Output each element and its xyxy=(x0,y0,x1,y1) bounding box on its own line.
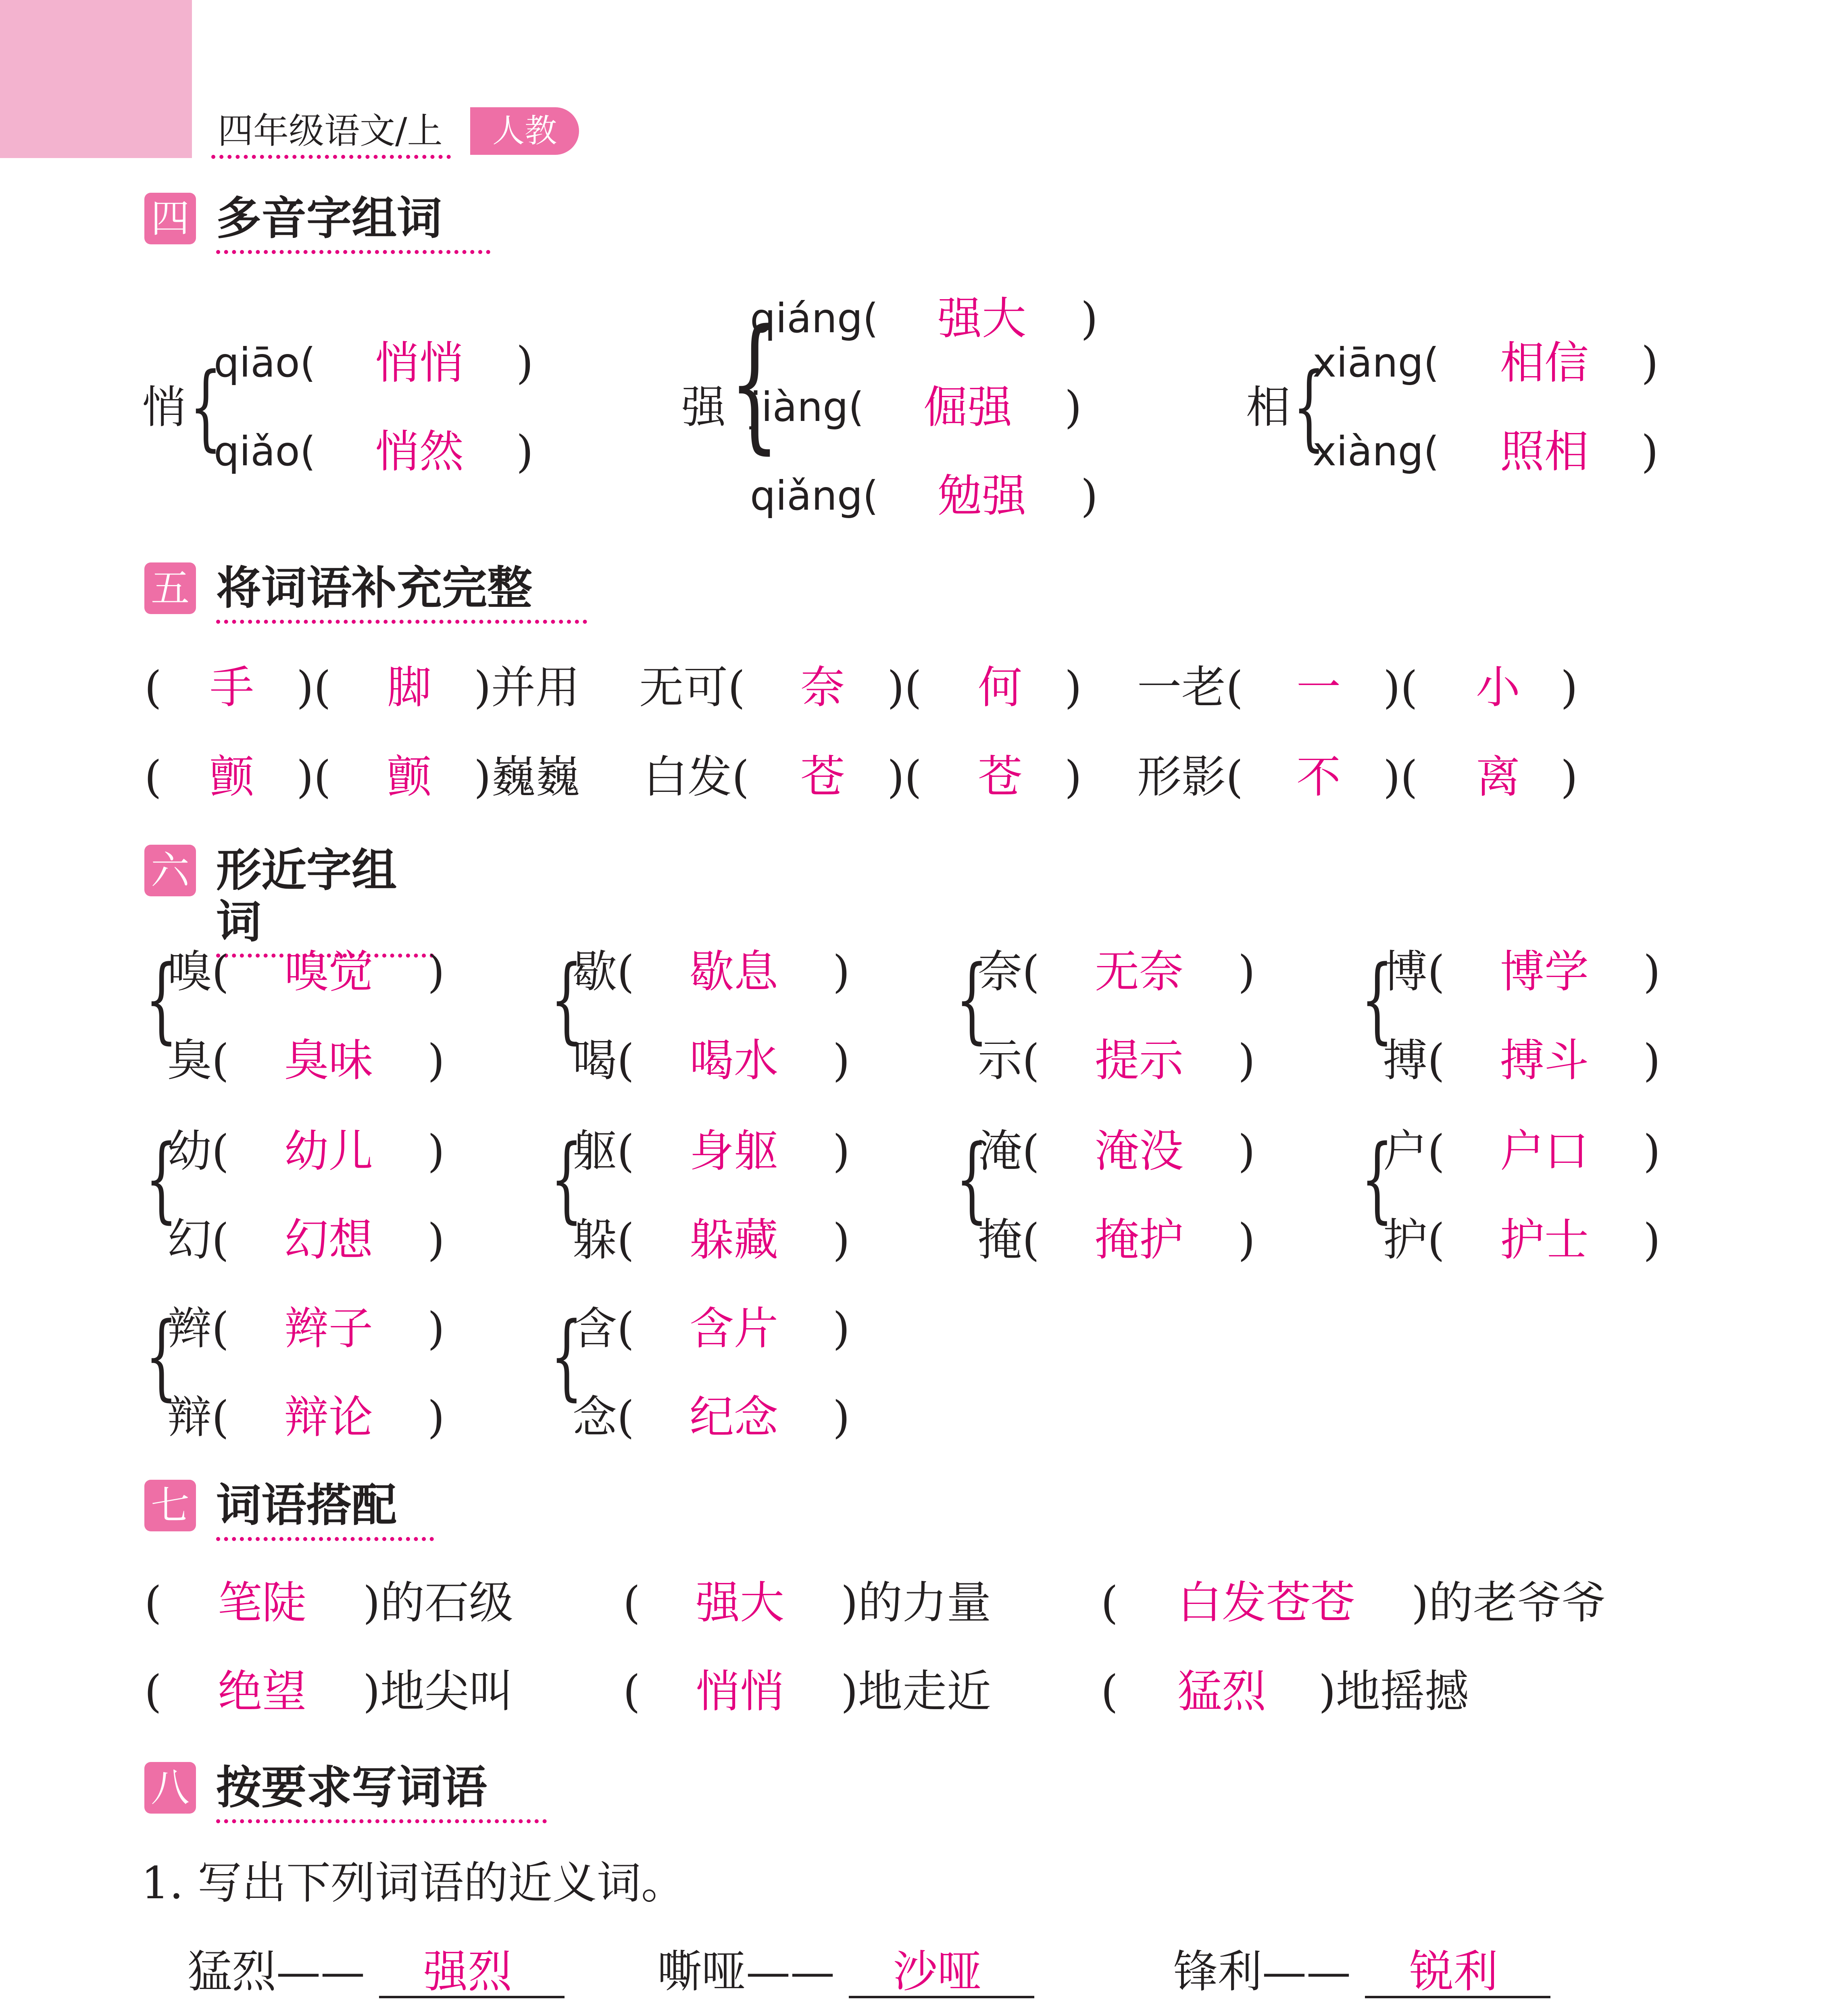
answer: 无奈 xyxy=(1095,946,1183,998)
open-paren: ( xyxy=(623,1666,640,1717)
paren-join: )( xyxy=(1383,751,1418,803)
brace: { xyxy=(550,1303,583,1410)
section-5-title: 将词语补充完整 xyxy=(216,562,587,624)
close-paren: ) xyxy=(1081,470,1098,522)
answer: 相信 xyxy=(1500,337,1589,389)
similar-char: 歇( xyxy=(573,946,634,998)
section-5-number: 五 xyxy=(144,562,196,614)
collocation-tail: )的石级 xyxy=(363,1577,513,1629)
similar-char: 搏( xyxy=(1383,1035,1445,1086)
brace: { xyxy=(145,946,178,1054)
brace: { xyxy=(1293,353,1325,461)
brace: { xyxy=(550,1125,583,1233)
pinyin: qiǎng( xyxy=(750,472,879,519)
similar-char: 躲( xyxy=(573,1214,634,1266)
similar-char: 奈( xyxy=(978,946,1040,998)
answer: 躲藏 xyxy=(690,1214,778,1266)
close-paren: ) xyxy=(1238,946,1255,998)
brace: { xyxy=(956,946,988,1054)
answer: 锐利 xyxy=(1409,1946,1498,1997)
answer: 悄悄 xyxy=(696,1666,784,1717)
brace: { xyxy=(550,946,583,1054)
collocation-tail: )的老爷爷 xyxy=(1411,1577,1606,1629)
answer: 勉强 xyxy=(938,470,1026,522)
answer: 小 xyxy=(1476,662,1520,713)
answer: 提示 xyxy=(1095,1035,1183,1086)
paren-join: )( xyxy=(296,662,331,713)
answer: 强烈 xyxy=(423,1946,512,1997)
idiom-prefix: 无可( xyxy=(639,662,745,713)
idiom-tail: )并用 xyxy=(474,662,580,713)
section-7-number: 七 xyxy=(144,1480,196,1531)
answer: 笔陡 xyxy=(218,1577,306,1629)
close-paren: ) xyxy=(1238,1035,1255,1086)
pinyin: xiāng( xyxy=(1313,339,1440,386)
answer: 不 xyxy=(1296,751,1341,803)
open-paren: ( xyxy=(1101,1666,1118,1717)
brace: { xyxy=(1361,946,1394,1054)
collocation-tail: )的力量 xyxy=(841,1577,991,1629)
open-paren: ( xyxy=(1101,1577,1118,1629)
close-paren: ) xyxy=(1641,337,1658,389)
answer: 一 xyxy=(1296,662,1341,713)
edition-badge: 人教 xyxy=(470,107,579,155)
word: 锋利—— xyxy=(1173,1946,1351,1997)
answer: 何 xyxy=(978,662,1022,713)
similar-char: 幼( xyxy=(167,1125,229,1177)
close-paren: ) xyxy=(516,426,533,477)
close-paren: ) xyxy=(427,1391,445,1443)
idiom-tail: ) xyxy=(1065,662,1082,713)
close-paren: ) xyxy=(1641,426,1658,477)
paren-join: )( xyxy=(887,662,922,713)
idiom-tail: ) xyxy=(1561,662,1578,713)
answer: 强大 xyxy=(938,293,1026,344)
question-1: 1. 写出下列词语的近义词。 xyxy=(141,1857,685,1909)
answer: 白发苍苍 xyxy=(1177,1577,1355,1629)
answer: 苍 xyxy=(978,751,1022,803)
brace: { xyxy=(729,298,780,467)
section-6-number: 六 xyxy=(144,845,196,896)
pinyin: qiǎo( xyxy=(214,428,316,475)
answer: 臭味 xyxy=(284,1035,373,1086)
close-paren: ) xyxy=(833,1303,850,1354)
answer: 辫子 xyxy=(284,1303,373,1354)
similar-char: 躯( xyxy=(573,1125,634,1177)
answer: 歇息 xyxy=(690,946,778,998)
section-6-title: 形近字组词 xyxy=(216,845,434,958)
close-paren: ) xyxy=(1643,1035,1661,1086)
paren-join: )( xyxy=(887,751,922,803)
close-paren: ) xyxy=(1065,381,1082,433)
close-paren: ) xyxy=(833,1035,850,1086)
polyphone-char: 强 xyxy=(681,381,726,433)
pinyin: qiāo( xyxy=(214,339,316,386)
collocation-tail: )地走近 xyxy=(841,1666,991,1717)
answer: 离 xyxy=(1476,751,1520,803)
brace: { xyxy=(956,1125,988,1233)
close-paren: ) xyxy=(427,946,445,998)
answer: 猛烈 xyxy=(1177,1666,1266,1717)
similar-char: 护( xyxy=(1383,1214,1445,1266)
close-paren: ) xyxy=(1643,1214,1661,1266)
polyphone-char: 相 xyxy=(1246,381,1290,433)
answer: 嗅觉 xyxy=(284,946,373,998)
close-paren: ) xyxy=(833,1125,850,1177)
answer: 含片 xyxy=(690,1303,778,1354)
header-book-title: 四年级语文/上 xyxy=(218,110,443,152)
close-paren: ) xyxy=(1643,1125,1661,1177)
brace: { xyxy=(145,1125,178,1233)
close-paren: ) xyxy=(1643,946,1661,998)
answer: 颤 xyxy=(387,751,431,803)
answer: 博学 xyxy=(1500,946,1589,998)
similar-char: 念( xyxy=(573,1391,634,1443)
similar-char: 辩( xyxy=(167,1391,229,1443)
idiom-prefix: 白发( xyxy=(643,751,749,803)
answer: 倔强 xyxy=(923,381,1012,433)
close-paren: ) xyxy=(427,1214,445,1266)
idiom-prefix: 形影( xyxy=(1137,751,1243,803)
answer: 悄悄 xyxy=(375,337,464,389)
similar-char: 淹( xyxy=(978,1125,1040,1177)
similar-char: 嗅( xyxy=(167,946,229,998)
close-paren: ) xyxy=(427,1035,445,1086)
collocation-tail: )地尖叫 xyxy=(363,1666,513,1717)
open-paren: ( xyxy=(144,1577,162,1629)
similar-char: 掩( xyxy=(978,1214,1040,1266)
answer: 淹没 xyxy=(1095,1125,1183,1177)
answer: 护士 xyxy=(1500,1214,1589,1266)
answer: 辩论 xyxy=(284,1391,373,1443)
open-paren: ( xyxy=(623,1577,640,1629)
idiom-prefix: 一老( xyxy=(1137,662,1243,713)
close-paren: ) xyxy=(516,337,533,389)
answer: 照相 xyxy=(1500,426,1589,477)
section-7-title: 词语搭配 xyxy=(216,1480,434,1541)
answer: 绝望 xyxy=(218,1666,306,1717)
open-paren: ( xyxy=(144,1666,162,1717)
close-paren: ) xyxy=(833,1391,850,1443)
close-paren: ) xyxy=(1238,1214,1255,1266)
open-paren: ( xyxy=(144,751,162,803)
answer: 强大 xyxy=(696,1577,784,1629)
pinyin: xiàng( xyxy=(1313,428,1440,475)
answer: 悄然 xyxy=(375,426,464,477)
pinyin: qiáng( xyxy=(750,295,879,342)
similar-char: 辫( xyxy=(167,1303,229,1354)
answer: 纪念 xyxy=(690,1391,778,1443)
answer: 搏斗 xyxy=(1500,1035,1589,1086)
brace: { xyxy=(190,353,222,461)
similar-char: 示( xyxy=(978,1035,1040,1086)
close-paren: ) xyxy=(833,1214,850,1266)
answer: 苍 xyxy=(800,751,845,803)
section-8-number: 八 xyxy=(144,1762,196,1814)
pinyin: jiàng( xyxy=(750,383,864,431)
answer: 户口 xyxy=(1500,1125,1589,1177)
word: 嘶哑—— xyxy=(657,1946,835,1997)
close-paren: ) xyxy=(1081,293,1098,344)
word: 猛烈—— xyxy=(188,1946,365,1997)
answer: 沙哑 xyxy=(893,1946,982,1997)
answer: 幼儿 xyxy=(284,1125,373,1177)
similar-char: 博( xyxy=(1383,946,1445,998)
similar-char: 臭( xyxy=(167,1035,229,1086)
brace: { xyxy=(1361,1125,1394,1233)
close-paren: ) xyxy=(1238,1125,1255,1177)
paren-join: )( xyxy=(1383,662,1418,713)
header-dotted-line xyxy=(211,155,451,159)
similar-char: 幻( xyxy=(167,1214,229,1266)
close-paren: ) xyxy=(833,946,850,998)
idiom-tail: )巍巍 xyxy=(474,751,580,803)
brace: { xyxy=(145,1303,178,1410)
similar-char: 喝( xyxy=(573,1035,634,1086)
close-paren: ) xyxy=(427,1303,445,1354)
close-paren: ) xyxy=(427,1125,445,1177)
polyphone-char: 悄 xyxy=(142,381,186,433)
idiom-tail: ) xyxy=(1561,751,1578,803)
answer: 身躯 xyxy=(690,1125,778,1177)
answer: 奈 xyxy=(800,662,845,713)
answer: 脚 xyxy=(387,662,431,713)
answer: 手 xyxy=(210,662,254,713)
section-4-title: 多音字组词 xyxy=(216,193,490,254)
similar-char: 含( xyxy=(573,1303,634,1354)
open-paren: ( xyxy=(144,662,162,713)
section-8-title: 按要求写词语 xyxy=(216,1762,547,1823)
collocation-tail: )地摇撼 xyxy=(1319,1666,1469,1717)
answer: 喝水 xyxy=(690,1035,778,1086)
paren-join: )( xyxy=(296,751,331,803)
answer: 幻想 xyxy=(284,1214,373,1266)
header-corner-tab xyxy=(0,0,192,158)
answer: 颤 xyxy=(210,751,254,803)
similar-char: 户( xyxy=(1383,1125,1445,1177)
section-4-number: 四 xyxy=(144,193,196,244)
answer: 掩护 xyxy=(1095,1214,1183,1266)
idiom-tail: ) xyxy=(1065,751,1082,803)
